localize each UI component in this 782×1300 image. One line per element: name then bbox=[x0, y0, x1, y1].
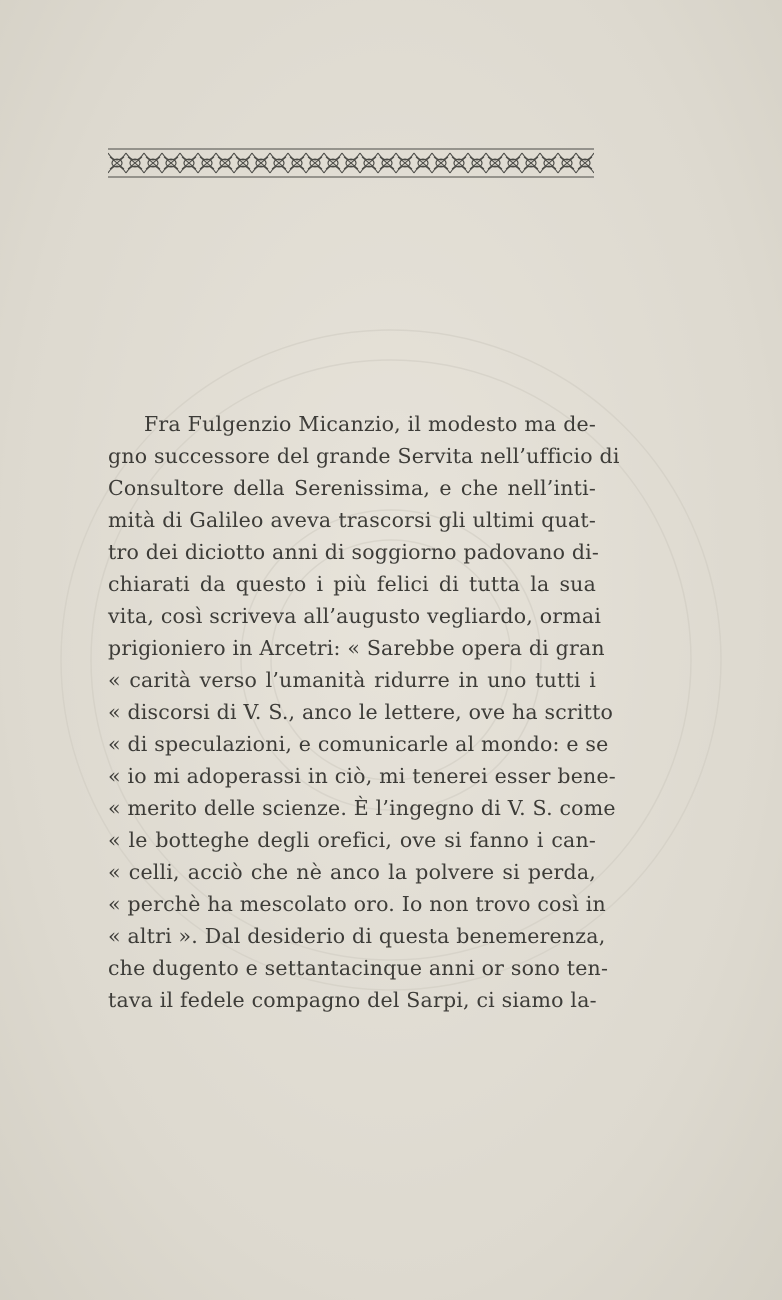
text-line: mità di Galileo aveva trascorsi gli ultimi quat- bbox=[108, 508, 596, 532]
text-line: « perchè ha mescolato oro. Io non trovo così in bbox=[108, 892, 606, 916]
text-line: tava il fedele compagno del Sarpi, ci siamo la- bbox=[108, 988, 597, 1012]
text-line: Consultore della Serenissima, e che nell’inti- bbox=[108, 476, 596, 500]
text-line: « carità verso l’umanità ridurre in uno tutti i bbox=[108, 668, 596, 692]
text-line: Fra Fulgenzio Micanzio, il modesto ma de- bbox=[144, 412, 596, 436]
text-line: « di speculazioni, e comunicarle al mondo: e se bbox=[108, 732, 609, 756]
text-line: prigioniero in Arcetri: « Sarebbe opera di gran bbox=[108, 636, 605, 660]
text-line: vita, così scriveva all’augusto vegliardo, ormai bbox=[108, 604, 602, 628]
text-line: « merito delle scienze. È l’ingegno di V. S. come bbox=[108, 796, 616, 820]
text-line: chiarati da questo i più felici di tutta la sua bbox=[108, 572, 596, 596]
text-line: « altri ». Dal desiderio di questa benemerenza, bbox=[108, 924, 606, 948]
main-text bbox=[108, 408, 620, 1016]
text-line: « celli, acciò che nè anco la polvere si perda, bbox=[108, 860, 596, 884]
text-line: « io mi adoperassi in ciò, mi tenerei esser bene- bbox=[108, 764, 616, 788]
text-line: « discorsi di V. S., anco le lettere, ove ha scritto bbox=[108, 700, 614, 724]
text-line: che dugento e settantacinque anni or sono ten- bbox=[108, 956, 609, 980]
decorative-header-band bbox=[108, 147, 594, 179]
text-line: « le botteghe degli orefici, ove si fanno i can- bbox=[108, 828, 596, 852]
text-line: tro dei diciotto anni di soggiorno padovano di- bbox=[108, 540, 600, 564]
text-line: gno successore del grande Servita nell’ufficio di bbox=[108, 444, 620, 468]
